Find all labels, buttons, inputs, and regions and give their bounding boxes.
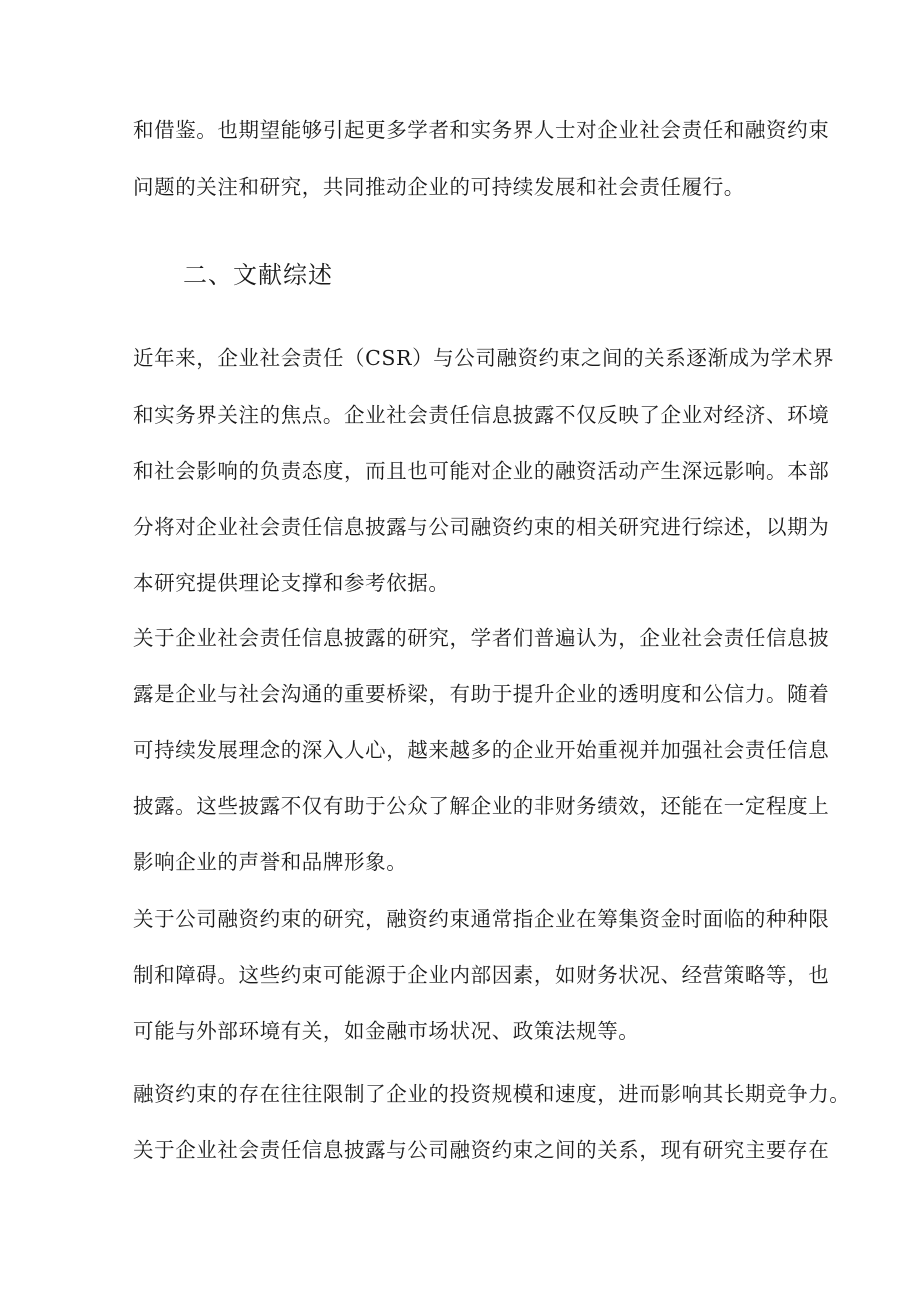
paragraph4-line-1: 融资约束的存在往往限制了企业的投资规模和速度，进而影响其长期竞争力。: [133, 1082, 851, 1106]
paragraph5-line-1: 关于企业社会责任信息披露与公司融资约束之间的关系，现有研究主要存在: [133, 1138, 830, 1162]
intro-line-1: 和借鉴。也期望能够引起更多学者和实务界人士对企业社会责任和融资约束: [133, 118, 830, 142]
paragraph3-line-1: 关于公司融资约束的研究，融资约束通常指企业在筹集资金时面临的种种限: [133, 907, 830, 931]
paragraph1-line-5: 本研究提供理论支撑和参考依据。: [133, 571, 450, 595]
intro-line-2: 问题的关注和研究，共同推动企业的可持续发展和社会责任履行。: [133, 175, 745, 199]
paragraph1-line-1: 近年来，企业社会责任（CSR）与公司融资约束之间的关系逐渐成为学术界: [133, 346, 835, 370]
section-heading: 二、文献综述: [183, 261, 333, 289]
paragraph1-line-3: 和社会影响的负责态度，而且也可能对企业的融资活动产生深远影响。本部: [133, 459, 830, 483]
paragraph2-line-3: 可持续发展理念的深入人心，越来越多的企业开始重视并加强社会责任信息: [133, 738, 830, 762]
paragraph2-line-4: 披露。这些披露不仅有助于公众了解企业的非财务绩效，还能在一定程度上: [133, 794, 830, 818]
paragraph3-line-3: 可能与外部环境有关，如金融市场状况、政策法规等。: [133, 1019, 640, 1043]
paragraph2-line-2: 露是企业与社会沟通的重要桥梁，有助于提升企业的透明度和公信力。随着: [133, 682, 830, 706]
paragraph2-line-1: 关于企业社会责任信息披露的研究，学者们普遍认为，企业社会责任信息披: [133, 626, 830, 650]
paragraph1-line-2: 和实务界关注的焦点。企业社会责任信息披露不仅反映了企业对经济、环境: [133, 403, 830, 427]
paragraph2-line-5: 影响企业的声誉和品牌形象。: [133, 850, 408, 874]
paragraph3-line-2: 制和障碍。这些约束可能源于企业内部因素，如财务状况、经营策略等，也: [133, 963, 830, 987]
paragraph1-line-4: 分将对企业社会责任信息披露与公司融资约束的相关研究进行综述，以期为: [133, 515, 830, 539]
